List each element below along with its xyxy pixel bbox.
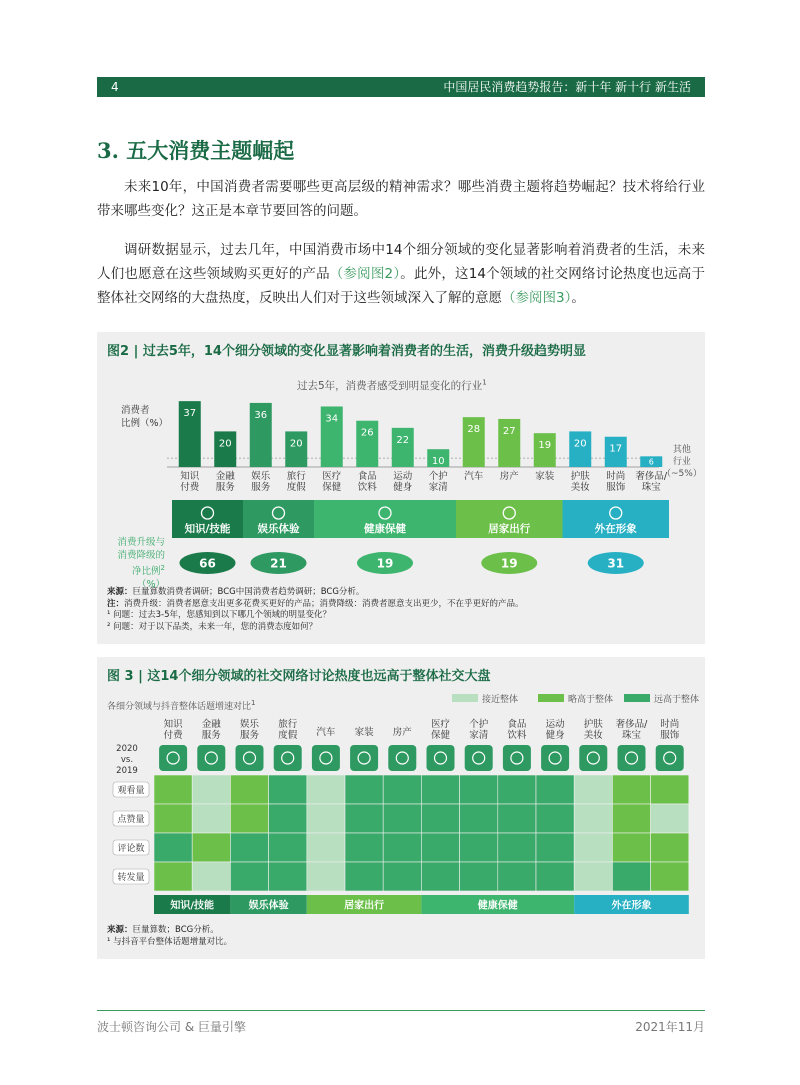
heatmap-cell (154, 862, 192, 891)
figure-2-title: 图2 | 过去5年，14个细分领域的变化显著影响着消费者的生活，消费升级趋势明显 (107, 344, 586, 359)
category-label: 食品 (357, 471, 377, 482)
heatmap-cell (345, 862, 383, 891)
heatmap-cell (498, 833, 536, 862)
category-label: 健身 (393, 482, 413, 493)
category-label: 运动 (393, 471, 413, 482)
heatmap-cell (536, 833, 574, 862)
category-label: 娱乐 (251, 471, 271, 482)
heatmap-cell (612, 862, 650, 891)
legend-label: 略高于整体 (568, 695, 614, 705)
theme-label: 外在形象 (594, 523, 637, 535)
footer-divider (97, 1010, 705, 1011)
bottle-icon (465, 745, 493, 771)
heatmap-cell (154, 804, 192, 833)
source-text: 巨量算数消费者调研；BCG中国消费者趋势调研；BCG分析。 (132, 587, 365, 597)
heatmap-cell (421, 804, 459, 833)
category-label: 饮料 (357, 482, 377, 493)
column-header: 服饰 (660, 730, 680, 741)
net-ratio-value: 21 (270, 556, 287, 571)
category-label: 度假 (286, 482, 306, 493)
net-ratio-value: 19 (500, 556, 518, 571)
bar-value-label: 20 (218, 438, 232, 450)
section-title: 3. 五大消费主题崛起 (97, 138, 295, 163)
paragraph-1: 未来10年，中国消费者需要哪些更高层级的精神需求？哪些消费主题将趋势崛起？技术将给行业带来哪些变化？这正是本章节要回答的问题。 (97, 179, 705, 219)
heatmap-cell (536, 775, 574, 804)
figure-2-notes (107, 587, 524, 633)
legend-swatch-1 (538, 694, 564, 702)
figure-2-chart (97, 332, 705, 577)
bar-value-label: 17 (609, 443, 623, 455)
heatmap-cell (536, 804, 574, 833)
header-bar (97, 77, 705, 97)
cosmetics-icon (579, 745, 607, 771)
column-header: 度假 (278, 730, 298, 741)
heatmap-cell (345, 804, 383, 833)
heatmap-cell (154, 833, 192, 862)
figure-3-source-label: 来源： (107, 925, 133, 935)
column-header: 运动 (545, 719, 565, 730)
source-label: 来源： (107, 587, 133, 597)
figure-2 (97, 332, 705, 644)
column-header: 房产 (392, 727, 412, 738)
column-header: 家清 (469, 730, 489, 741)
bar-6 (392, 428, 414, 467)
net-label-line-2: 消费降级的 (117, 550, 165, 561)
figure-3-title: 图 3 | 这14个细分领域的社交网络讨论热度也远高于整体社交大盘 (107, 669, 491, 684)
bar-value-label: 20 (573, 438, 587, 450)
row-label: 观看量 (117, 786, 145, 796)
column-header: 珠宝 (621, 730, 642, 741)
heatmap-cell (460, 833, 498, 862)
heatmap-theme-label: 外在形象 (611, 900, 652, 912)
question-2-note: ² 问题：对于以下品类，未来一年，您的消费态度如何？ (107, 621, 318, 632)
column-header: 医疗 (430, 719, 451, 730)
heatmap-cell (345, 775, 383, 804)
paragraph-2-text-c: 。 (571, 290, 585, 306)
category-label: 美妆 (570, 482, 590, 493)
column-header: 知识 (163, 719, 183, 730)
heatmap-theme-label: 居家出行 (344, 900, 385, 912)
figure-3-chart (97, 657, 705, 922)
sofa-icon (350, 745, 378, 771)
heatmap-cell (383, 833, 421, 862)
page-number: 4 (111, 80, 119, 94)
net-label-unit: （%） (136, 579, 165, 591)
bar-value-label: 19 (538, 440, 552, 452)
row-label: 点赞量 (117, 815, 145, 825)
suitcase-icon (274, 745, 302, 771)
house-icon (388, 745, 416, 771)
figure-2-reference-link[interactable]: （参阅图2） (329, 266, 401, 282)
paragraph-2-text-a: 调研数据显示，过去几年，中国消费市场中14个细分领域的变化显著影响着消费者的生活，未来人们也愿意在这些领域购买更好的产品 (97, 242, 705, 282)
category-label: 医疗 (322, 471, 342, 482)
dress-icon (656, 745, 684, 771)
column-header: 服务 (201, 730, 221, 741)
heatmap-cell (383, 775, 421, 804)
heatmap-cell (192, 804, 230, 833)
category-label: 护肤 (570, 471, 590, 482)
heatmap-cell (612, 804, 650, 833)
category-label: 金融 (215, 471, 235, 482)
column-header: 付费 (163, 730, 183, 741)
figure-3-source-text: 巨量算数；BCG分析。 (132, 925, 219, 935)
heatmap-cell (192, 775, 230, 804)
footer-right: 2021年11月 (635, 1020, 705, 1034)
category-label: 旅行 (286, 471, 306, 482)
paragraph-2-text-b: 。此外，这14个领域的社交网络讨论热度也远高于整体社交网络的大盘热度，反映出人们对于这些领域深入了解的意愿 (97, 266, 706, 306)
heatmap-cell (307, 775, 345, 804)
figure-3-reference-link[interactable]: （参阅图3） (502, 290, 572, 306)
category-label: 房产 (499, 471, 519, 482)
category-label: 个护 (428, 471, 448, 482)
row-label: 转发量 (117, 873, 145, 883)
period-line-3: 2019 (116, 766, 138, 776)
figure-2-subtitle-text: 过去5年，消费者感受到明显变化的行业 (297, 380, 483, 392)
column-header: 保健 (430, 730, 451, 741)
legend-label: 接近整体 (482, 695, 519, 705)
heatmap-cell (498, 862, 536, 891)
heatmap-cell (574, 833, 612, 862)
net-ratio-value: 19 (376, 556, 394, 571)
column-header: 家装 (354, 727, 374, 738)
category-label: 珠宝 (641, 482, 661, 493)
heatmap-cell (269, 833, 307, 862)
question-1-note: ¹ 问题：过去3-5年，您感知到以下哪几个领域的明显变化？ (107, 610, 331, 620)
column-header: 饮料 (507, 730, 527, 741)
heatmap-cell (651, 775, 689, 804)
category-label: 汽车 (464, 471, 484, 482)
dumbbell-icon (541, 745, 569, 771)
figure-3-source-line (107, 925, 232, 937)
y-label-line-2: 比例（%） (121, 418, 169, 429)
column-header: 奢侈品/ (615, 719, 648, 730)
column-header: 旅行 (278, 719, 298, 730)
figure-2-note-line (107, 599, 524, 611)
diamond-icon (618, 745, 646, 771)
heatmap-cell (230, 862, 268, 891)
theme-label: 健康保健 (364, 523, 406, 535)
net-label-sup: 2 (160, 564, 165, 572)
figure-2-subtitle-sup: 1 (482, 378, 487, 387)
heatmap-cell (460, 775, 498, 804)
card-icon (197, 745, 225, 771)
heatmap-cell (230, 804, 268, 833)
heatmap-theme-label: 知识/技能 (170, 900, 215, 912)
theme-label: 娱乐体验 (257, 523, 300, 535)
category-label: 服务 (215, 482, 235, 493)
other-label-line-2: 行业 (672, 457, 691, 467)
net-label-line-1: 消费升级与 (117, 537, 165, 548)
bar-value-label: 22 (396, 434, 410, 446)
bar-value-label: 10 (431, 456, 445, 468)
category-label: 时尚 (606, 471, 626, 482)
bar-value-label: 20 (289, 438, 303, 450)
heatmap-cell (307, 804, 345, 833)
column-header: 护肤 (583, 719, 603, 730)
bar-value-label: 27 (502, 425, 516, 437)
bar-value-label: 34 (325, 413, 339, 425)
heatmap-cell (574, 862, 612, 891)
y-label-line-1: 消费者 (121, 405, 150, 416)
heatmap-cell (574, 804, 612, 833)
heatmap-cell (192, 833, 230, 862)
note-label: 注： (107, 598, 125, 609)
net-label-text: 净比例 (132, 566, 161, 578)
category-label: 知识 (180, 471, 200, 482)
other-label-line-1: 其他 (672, 445, 691, 455)
column-header: 健身 (545, 730, 565, 741)
column-header: 娱乐 (239, 719, 260, 730)
heatmap-cell (421, 775, 459, 804)
row-label: 评论数 (117, 844, 145, 854)
heatmap-cell (536, 862, 574, 891)
period-line-1: 2020 (116, 744, 138, 754)
net-ratio-value: 66 (199, 556, 216, 571)
category-label: 家装 (535, 471, 555, 482)
heatmap-cell (269, 862, 307, 891)
heatmap-cell (612, 775, 650, 804)
column-header: 个护 (469, 719, 489, 730)
heatmap-cell (192, 862, 230, 891)
heatmap-cell (574, 775, 612, 804)
heatmap-cell (307, 862, 345, 891)
cup-icon (503, 745, 531, 771)
heatmap-cell (307, 833, 345, 862)
category-label: 付费 (180, 482, 200, 493)
heatmap-cell (345, 833, 383, 862)
heatmap-theme-label: 健康保健 (477, 900, 518, 912)
heatmap-cell (154, 775, 192, 804)
bar-value-label: 26 (360, 427, 374, 439)
medicine-icon (427, 745, 455, 771)
theme-label: 居家出行 (488, 523, 531, 535)
net-ratio-value: 31 (607, 556, 625, 571)
category-label: 奢侈品/ (635, 471, 668, 482)
heatmap-cell (498, 775, 536, 804)
bar-value-label: 28 (467, 424, 481, 436)
heatmap-cell (383, 804, 421, 833)
period-line-2: vs. (120, 755, 134, 765)
note-text: 消费升级：消费者愿意支出更多花费买更好的产品；消费降级：消费者愿意支出更少，不在乎更好的产品。 (124, 598, 524, 609)
heatmap-cell (383, 862, 421, 891)
legend-label: 远高于整体 (654, 695, 700, 705)
heatmap-cell (230, 775, 268, 804)
figure-3-subtitle-sup: 1 (251, 699, 256, 707)
figure-3 (97, 657, 705, 959)
footer-left: 波士顿咨询公司 & 巨量引擎 (97, 1020, 246, 1034)
heatmap-cell (230, 833, 268, 862)
legend-swatch-2 (624, 694, 650, 702)
heatmap-cell (460, 804, 498, 833)
heatmap-cell (269, 775, 307, 804)
report-title: 中国居民消费趋势报告：新十年 新十行 新生活 (443, 80, 691, 94)
heatmap-cell (651, 833, 689, 862)
heatmap-cell (651, 804, 689, 833)
car-icon (312, 745, 340, 771)
bar-value-label: 36 (254, 409, 268, 421)
laptop-icon (159, 745, 187, 771)
category-label: 服饰 (606, 482, 626, 493)
heatmap-cell (421, 833, 459, 862)
figure-2-source-line (107, 587, 524, 599)
heatmap-cell (498, 804, 536, 833)
figure-3-subtitle-text: 各细分领域与抖音整体话题增速对比 (107, 702, 252, 712)
category-label: 服务 (251, 482, 271, 493)
paragraph-2 (97, 238, 705, 310)
heatmap-cell (651, 862, 689, 891)
figure-3-note-1: ¹ 与抖音平台整体话题增量对比。 (107, 936, 233, 947)
heatmap-cell (612, 833, 650, 862)
column-header: 金融 (201, 719, 221, 730)
heatmap-cell (460, 862, 498, 891)
legend-swatch-0 (452, 694, 478, 702)
heatmap-theme-label: 娱乐体验 (248, 900, 289, 912)
bar-value-label: 6 (648, 457, 654, 467)
column-header: 汽车 (316, 727, 336, 738)
bar-value-label: 37 (183, 408, 197, 420)
category-label: 保健 (322, 482, 342, 493)
heatmap-cell (421, 862, 459, 891)
column-header: 服务 (239, 730, 260, 741)
category-label: 家清 (428, 482, 448, 493)
column-header: 食品 (507, 719, 527, 730)
heatmap-cell (269, 804, 307, 833)
column-header: 美妆 (583, 730, 603, 741)
column-header: 时尚 (660, 719, 680, 730)
other-label-line-3: （~5%） (662, 469, 702, 479)
theme-label: 知识/技能 (184, 523, 231, 535)
play-icon (236, 745, 264, 771)
figure-3-notes (107, 925, 232, 948)
